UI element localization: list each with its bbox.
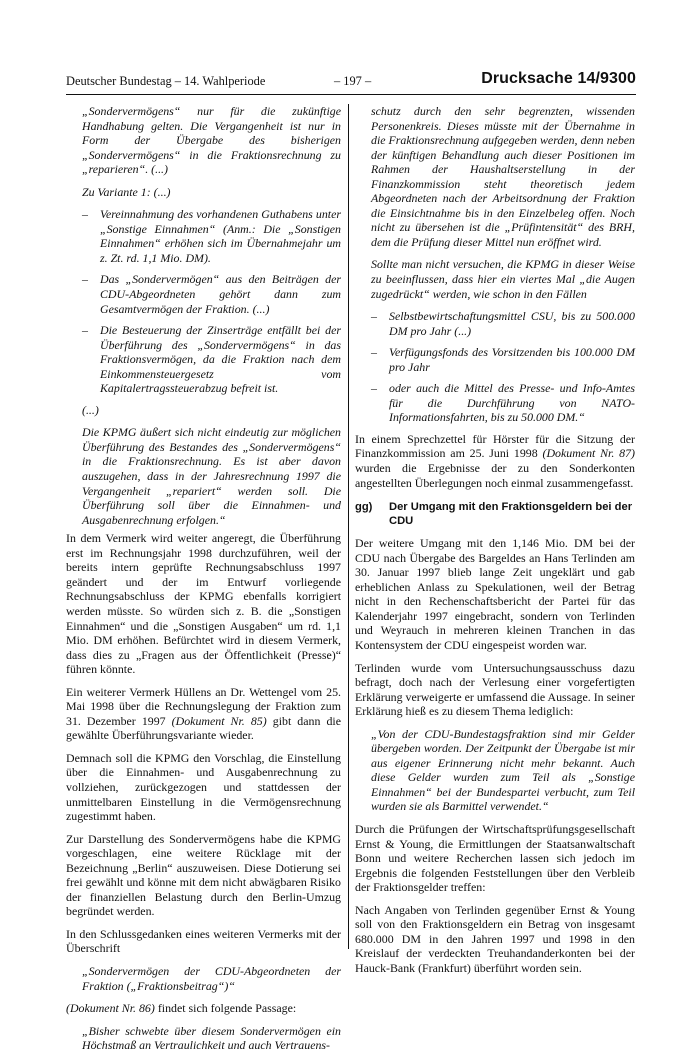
left-column	[66, 104, 341, 1053]
body-paragraph: Demnach soll die KPMG den Vorschlag, die Einstellung über die Einnahmen- und Ausgabenrechnung zu vollziehen, zurückgezogen und stattdessen der unmittelbaren Einstellung in die Vermögensrechnung zugestimmt haben.	[66, 750, 341, 824]
body-paragraph: Nach Angaben von Terlinden gegenüber Ernst & Young soll von den Fraktionsgeldern ein Betrag von insgesamt 680.000 DM in den Jahren 1997 und 1998 in den Kreislauf der verdeckten Treuhandanderkonten bei der Hauck-Bank (Frankfurt) überführt worden sein.	[355, 902, 635, 975]
section-heading	[355, 500, 635, 528]
dash-item-text: Verfügungsfonds des Vorsitzenden bis 100.000 DM pro Jahr	[389, 345, 635, 374]
dash-item-text: oder auch die Mittel des Presse- und Info-Amtes für die Durchführung von NATO-Informationsfahrten, bis zu 50.000 DM.“	[389, 381, 635, 425]
body-text: Ein weiterer Vermerk Hüllens an Dr. Wettengel vom 25. Mai 1998 über die Rechnungslegung der Fraktion zum 31. Dezember 1997	[66, 684, 341, 728]
body-paragraph	[66, 685, 341, 743]
quote-paragraph: (...)	[82, 402, 99, 417]
body-paragraph: In dem Vermerk wird weiter angeregt, die Überführung erst im Rechnungsjahr 1998 durchzuführen, weil der bereits intern geprüfte Rechnungsabschluss 1997 geändert und der im Entwurf vorliegende Rechnungsabschluss der KPMG ebenfalls korrigiert werden müsste. So würden sich z. B. die „Sonstigen Einnahmen“ und die „Sonstigen Ausgaben“ um rd. 1,1 Mio. DM erhöhen. Befürchtet wird in diesem Vermerk, dass dies zu „Fragen aus der Öffentlichkeit (Presse)“ führen könnte.	[66, 531, 341, 677]
dash-list-item	[355, 381, 635, 425]
quote-paragraph: „Sondervermögen der CDU-Abgeordneten der Fraktion („Fraktionsbeitrag“)“	[82, 963, 341, 993]
body-paragraph	[355, 432, 635, 490]
body-paragraph: In den Schlussgedanken eines weiteren Vermerks mit der Überschrift	[66, 926, 341, 956]
quote-paragraph: „Von der CDU-Bundestagsfraktion sind mir Gelder übergeben worden. Der Zeitpunkt der Übergabe ist mir aus eigener Erinnerung nicht mehr bekannt. Auch diese Gelder wurden zum Teil als „Sonstige Einnahmen“ bei der Bundespartei verbucht, zum Teil wurden sie als Barmittel verwendet.“	[371, 726, 635, 814]
quote-paragraph: Die KPMG äußert sich nicht eindeutig zur möglichen Überführung des Bestandes des „Sondervermögens“ in die Fraktionsrechnung. Es ist aber davon auszugehen, dass in der Jahresrechnung 1997 die Vergangenheit „repariert“ werden soll. Die Überführung soll über die Einnahmen- und Ausgabenrechnung erfolgen.“	[82, 425, 341, 527]
document-reference: (Dokument Nr. 86)	[66, 1001, 155, 1016]
dash-item-text: Die Besteuerung der Zinserträge entfällt bei der Überführung des „Sondervermögens“ in das Fraktionsvermögen, da die Fraktion nach dem Einkommensteuergesetz vom Kapitalertragssteuerabzug befreit ist.	[100, 323, 341, 396]
body-text: In einem Sprechzettel für Hörster für die Sitzung der Finanzkommission am 25. Juni 1998	[355, 431, 635, 461]
section-title: Der Umgang mit den Fraktionsgeldern bei der CDU	[389, 501, 633, 528]
dash-bullet: –	[82, 207, 88, 222]
body-paragraph: Terlinden wurde vom Untersuchungsausschuss dazu befragt, doch nach der Verlesung einer vorgefertigten Erklärung verweigerte er umfassend die Aussage. In seiner Erklärung hieß es zu diesem Thema lediglich:	[355, 660, 635, 719]
quote-paragraph: Zu Variante 1: (...)	[82, 184, 171, 199]
dash-list-item	[66, 272, 341, 316]
body-text: gibt dann die gewählte Überführungsvariante wieder.	[66, 713, 341, 743]
dash-list-item	[66, 207, 341, 265]
dash-bullet: –	[371, 309, 377, 324]
dash-bullet: –	[371, 345, 377, 360]
document-reference: (Dokument Nr. 85)	[171, 713, 267, 728]
body-paragraph: Durch die Prüfungen der Wirtschaftsprüfungsgesellschaft Ernst & Young, die Ermittlungen der Staatsanwaltschaft Bonn und weitere Recherchen lassen sich jedoch im Ergebnis die folgenden Feststellungen über den Verbleib der Fraktionsgelder treffen:	[355, 821, 635, 895]
publication-title: Deutscher Bundestag – 14. Wahlperiode	[66, 74, 266, 88]
quote-paragraph: „Sondervermögens“ nur für die zukünftige Handhabung gelten. Die Vergangenheit ist nur in Form der Übergabe des bisherigen „Sondervermögens“ in die Fraktionsrechnung zu „reparieren“. (...)	[82, 104, 341, 177]
dash-item-text: Vereinnahmung des vorhandenen Guthabens unter „Sonstige Einnahmen“ (Anm.: Die „Sonstigen Einnahmen“ erhöhen sich im Übernahmejahr um z. Zt. rd. 1,1 Mio. DM).	[100, 207, 341, 265]
dash-item-text: Selbstbewirtschaftungsmittel CSU, bis zu 500.000 DM pro Jahr (...)	[389, 309, 635, 338]
section-number: gg)	[355, 501, 373, 514]
dash-bullet: –	[371, 381, 377, 396]
right-column	[355, 104, 635, 983]
quote-paragraph: schutz durch den sehr begrenzten, wissenden Personenkreis. Dieses müsste mit der Übernahme in die Fraktionsrechnung aufgegeben werden, denn neben der künftigen Behandlung auch dieser Positionen im Rahmen der Haushaltserstellung in der Finanzkommission steht theoretisch jedem Abgeordneten nach der Arbeitsordnung der Fraktion die Einsichtnahme bis in den Einzelbeleg offen. Noch nicht zu übersehen ist die „Prüfintensität“ des BRH, dem die Prüfung dieser Mittel nun eröffnet wird.	[371, 104, 635, 249]
quote-paragraph: „Bisher schwebte über diesem Sondervermögen ein Höchstmaß an Vertraulichkeit und auch Vertrauens-	[82, 1023, 341, 1053]
dash-list-item	[355, 345, 635, 374]
body-paragraph	[66, 1001, 341, 1016]
body-paragraph: Zur Darstellung des Sondervermögens habe die KPMG vorgeschlagen, eine weitere Rücklage mit der Bezeichnung „Berlin“ auszuweisen. Diese Dotierung sei frei gewählt und könne mit dem nicht abwägbaren Risiko der finanziellen Belastung durch den Berlin-Umzug begründet werden.	[66, 831, 341, 919]
running-header	[66, 70, 636, 95]
dash-bullet: –	[82, 272, 88, 287]
body-text: findet sich folgende Passage:	[154, 1001, 297, 1016]
body-text: wurden die Ergebnisse der zu den Sonderkonten angestellten Überlegungen noch einmal zusammengefasst.	[355, 461, 635, 490]
document-reference: (Dokument Nr. 87)	[542, 446, 635, 461]
dash-list-item	[66, 323, 341, 396]
quote-paragraph: Sollte man nicht versuchen, die KPMG in dieser Weise zu beeinflussen, dass hier ein viertes Mal „die Augen zugedrückt“ werden, wie schon in den Fällen	[371, 257, 635, 301]
dash-list-item	[355, 309, 635, 338]
page-number: – 197 –	[334, 74, 372, 88]
dash-bullet: –	[82, 323, 88, 338]
document-number: Drucksache 14/9300	[481, 70, 636, 87]
dash-item-text: Das „Sondervermögen“ aus den Beiträgen der CDU-Abgeordneten gehört dann zum Gesamtvermögen der Fraktion. (...)	[100, 272, 341, 316]
body-paragraph: Der weitere Umgang mit den 1,146 Mio. DM bei der CDU nach Übergabe des Bargeldes an Hans Terlinden am 30. Januar 1997 blieb lange Zeit ungeklärt und gab erheblichen Anlass zu Spekulationen, weil der Betrag nicht in den Rechenschaftsbericht der Partei für das Kalenderjahr 1997 eingebracht, sondern von Terlinden und Weyrauch in mehreren kleinen Tranchen in das Kontensystem der CDU eingespeist worden war.	[355, 536, 635, 652]
column-divider	[348, 104, 349, 949]
